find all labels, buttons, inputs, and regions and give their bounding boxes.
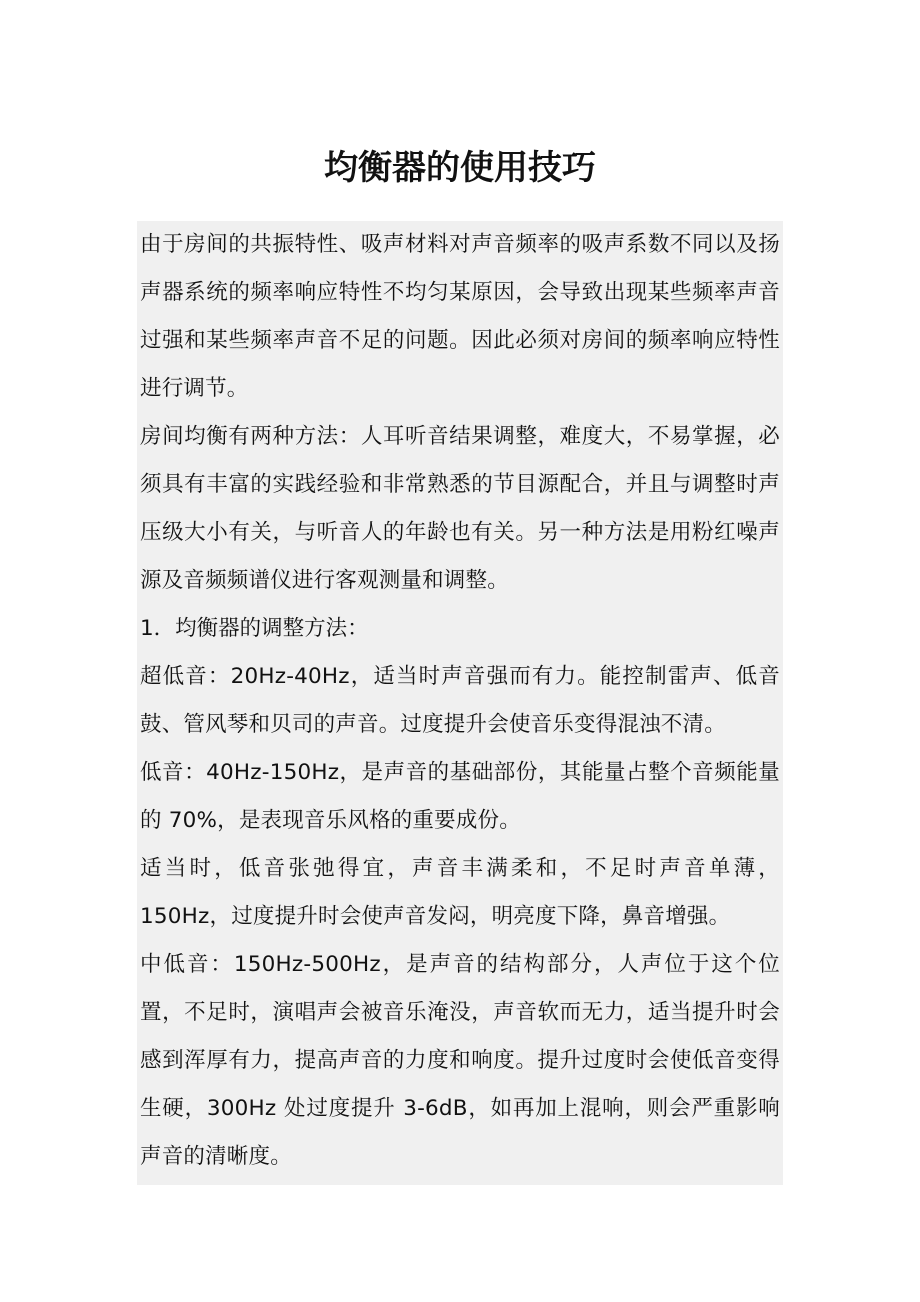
paragraph-bass: 低音：40Hz-150Hz，是声音的基础部份，其能量占整个音频能量的 70%，是表现音乐风格的重要成份。	[140, 760, 780, 833]
paragraph-methods: 房间均衡有两种方法：人耳听音结果调整，难度大，不易掌握，必须具有丰富的实践经验和非常熟悉的节目源配合，并且与调整时声压级大小有关，与听音人的年龄也有关。另一种方法是用粉红噪声源及音频频谱仪进行客观测量和调整。	[140, 424, 780, 593]
section-heading-adjustment: 1．均衡器的调整方法：	[140, 616, 369, 641]
document-body	[137, 221, 783, 1185]
paragraph-bass-effects: 适当时，低音张弛得宜，声音丰满柔和，不足时声音单薄，150Hz，过度提升时会使声音发闷，明亮度下降，鼻音增强。	[140, 856, 780, 929]
paragraph-intro: 由于房间的共振特性、吸声材料对声音频率的吸声系数不同以及扬声器系统的频率响应特性不均匀某原因，会导致出现某些频率声音过强和某些频率声音不足的问题。因此必须对房间的频率响应特性进行调节。	[140, 232, 780, 401]
paragraph-low-mid: 中低音：150Hz-500Hz，是声音的结构部分，人声位于这个位置，不足时，演唱声会被音乐淹没，声音软而无力，适当提升时会感到浑厚有力，提高声音的力度和响度。提升过度时会使低音变得生硬，300Hz 处过度提升 3-6dB，如再加上混响，则会严重影响声音的清晰度。	[140, 952, 780, 1169]
paragraph-sub-bass: 超低音：20Hz-40Hz，适当时声音强而有力。能控制雷声、低音鼓、管风琴和贝司的声音。过度提升会使音乐变得混浊不清。	[140, 664, 780, 737]
document-title: 均衡器的使用技巧	[324, 148, 596, 188]
